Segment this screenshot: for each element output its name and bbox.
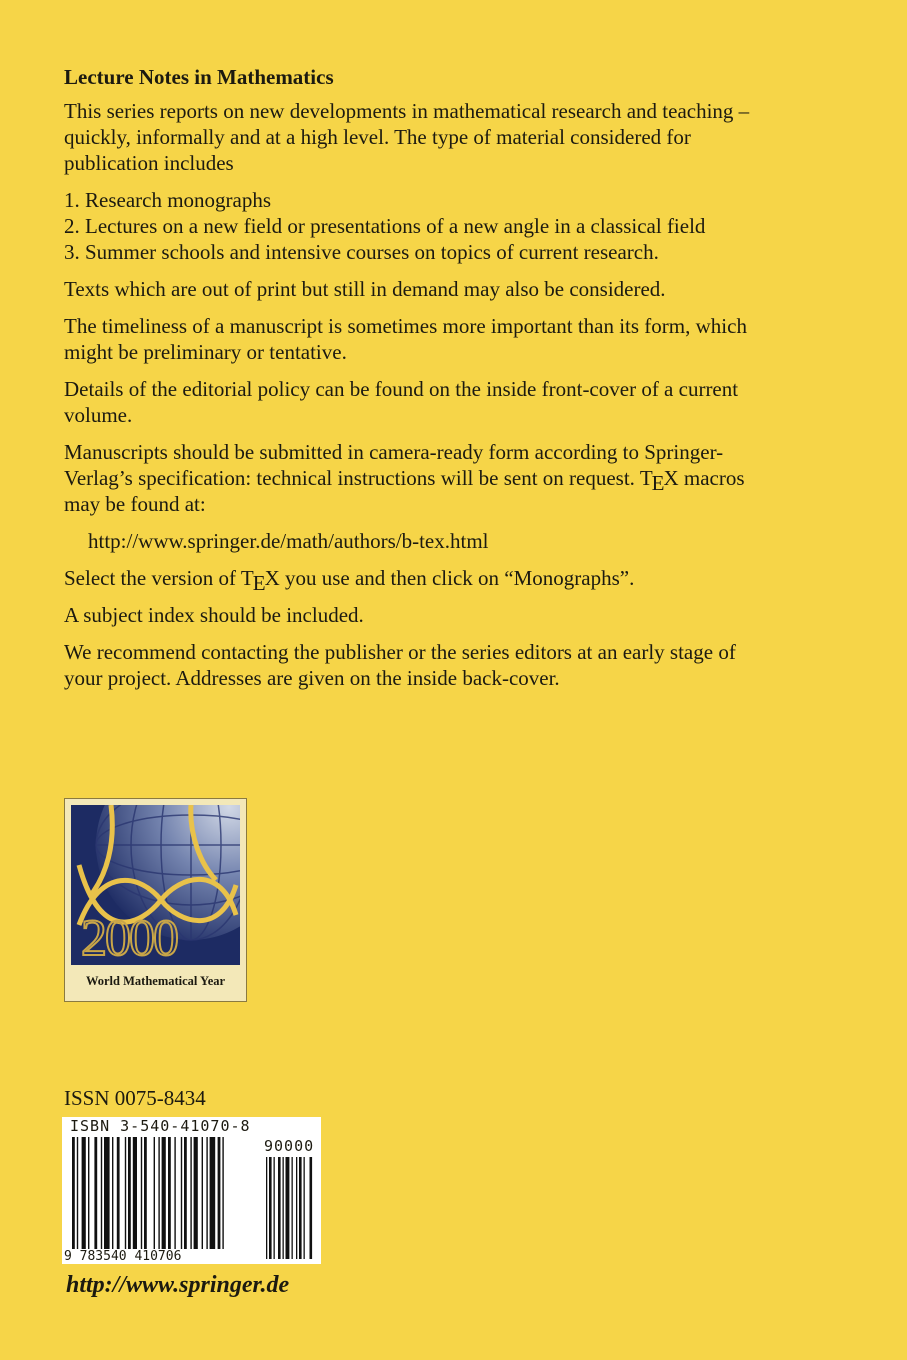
publisher-website-link[interactable]: http://www.springer.de [66, 1272, 290, 1298]
barcode-bar [206, 1137, 207, 1249]
tex-t: T [639, 466, 653, 490]
tex-e: E [252, 571, 266, 595]
tex-x: X [663, 466, 679, 490]
addon-bar [269, 1157, 272, 1259]
barcode-bar [162, 1137, 166, 1249]
barcode-bar [194, 1137, 198, 1249]
addon-bar [292, 1157, 293, 1259]
addon-bar [296, 1157, 297, 1259]
material-list [64, 187, 764, 265]
manuscripts-paragraph [64, 439, 764, 517]
barcode-bar [77, 1137, 78, 1249]
logo-caption: World Mathematical Year [85, 974, 226, 988]
list-item: 3. Summer schools and intensive courses on topics of current research. [64, 240, 659, 264]
barcode-bar [184, 1137, 187, 1249]
ean-digits: 9 783540 410706 [64, 1249, 182, 1264]
barcode-bar [210, 1137, 216, 1249]
barcode-bar [154, 1137, 155, 1249]
manuscripts-text: Manuscripts should be submitted in camera-ready form according to Springer-Verlag’s specification: technical instructions will be sent on request. [64, 440, 724, 490]
editorial-policy-paragraph: Details of the editorial policy can be found on the inside front-cover of a current volume. [64, 377, 739, 427]
addon-bar [304, 1157, 305, 1259]
barcode-bar [144, 1137, 147, 1249]
barcode-bar [141, 1137, 142, 1249]
recommend-paragraph: We recommend contacting the publisher or the series editors at an early stage of your project. Addresses are given on the inside back-cover. [64, 640, 736, 690]
macros-text: macros may be found at: [64, 466, 745, 516]
logo-graphic [71, 805, 240, 965]
barcode-bar [168, 1137, 171, 1249]
barcode-bar [174, 1137, 175, 1249]
barcode-bar [88, 1137, 89, 1249]
list-item: 1. Research monographs [64, 188, 272, 212]
select-suffix: you use and then click on “Monographs”. [284, 566, 635, 590]
macros-url-link[interactable]: http://www.springer.de/math/authors/b-tex.html [88, 529, 489, 553]
isbn-text: ISBN 3-540-41070-8 [70, 1117, 251, 1135]
select-prefix: Select the version of [64, 566, 237, 590]
tex-logo [639, 466, 679, 495]
series-title: Lecture Notes in Mathematics [64, 65, 334, 89]
addon-bar [266, 1157, 267, 1259]
isbn-barcode [62, 1117, 321, 1264]
series-description [64, 64, 764, 702]
barcode-bar [117, 1137, 120, 1249]
barcode-bar [101, 1137, 102, 1249]
timeliness-paragraph: The timeliness of a manuscript is sometimes more important than its form, which might be preliminary or tentative. [64, 314, 747, 364]
barcode-bar [190, 1137, 191, 1249]
price-addon: 90000 [264, 1137, 315, 1155]
barcode-bar [112, 1137, 113, 1249]
barcode-bar [72, 1137, 75, 1249]
addon-bar [278, 1157, 281, 1259]
barcode-bar [104, 1137, 110, 1249]
intro-paragraph: This series reports on new developments in mathematical research and teaching – quickly, informally and at a high level. The type of material considered for publication includes [64, 99, 750, 175]
barcode-bar [133, 1137, 137, 1249]
barcode-bar [94, 1137, 97, 1249]
barcode-bar [82, 1137, 86, 1249]
barcode-bar [125, 1137, 126, 1249]
out-of-print-paragraph: Texts which are out of print but still in demand may also be considered. [64, 277, 666, 301]
addon-bar [283, 1157, 284, 1259]
logo-year: 2000 [81, 910, 177, 965]
list-item: 2. Lectures on a new field or presentations of a new angle in a classical field [64, 214, 706, 238]
issn-number: ISSN 0075-8434 [64, 1086, 206, 1110]
world-mathematical-year-logo [64, 798, 247, 1002]
select-version-paragraph [64, 565, 764, 595]
addon-bar [310, 1157, 313, 1259]
addon-bar [299, 1157, 302, 1259]
barcode-bar [218, 1137, 221, 1249]
tex-logo [240, 566, 280, 595]
barcode-bar [158, 1137, 159, 1249]
tex-t: T [240, 566, 254, 590]
barcode-bar [222, 1137, 223, 1249]
subject-index-paragraph: A subject index should be included. [64, 603, 364, 627]
addon-bar [274, 1157, 275, 1259]
barcode-bars [62, 1117, 321, 1264]
addon-bar [286, 1157, 290, 1259]
barcode-bar [181, 1137, 182, 1249]
tex-x: X [264, 566, 280, 590]
barcode-bar [202, 1137, 203, 1249]
barcode-bar [128, 1137, 131, 1249]
tex-e: E [651, 471, 665, 495]
